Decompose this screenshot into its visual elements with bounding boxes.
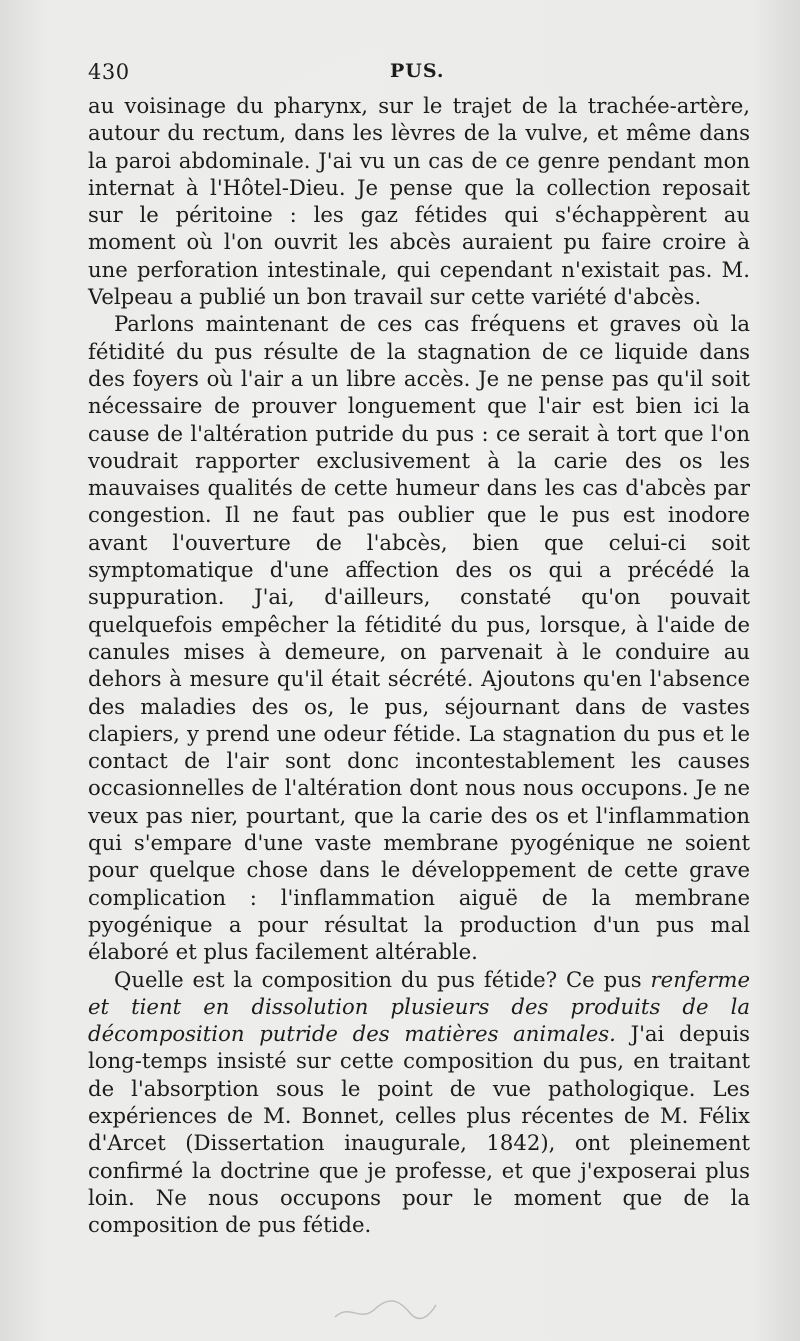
paragraph-composition-tail: J'ai depuis long-temps insisté sur cette composition du pus, en traitant de l'absorption sous le point de vue pathologique. Les expériences de M. Bonnet, celles plus récentes de M. Félix d'Arcet (Dissertation inaugurale, 1842), ont pleinement confirmé la doctrine que je professe, et que j'exposerai plus loin. Ne nous occupons pour le moment que de la composition de pus fétide. [88,1021,750,1238]
page-number: 430 [88,60,130,84]
paragraph-fetidity-causes: Parlons maintenant de ces cas fréquens et graves où la fétidité du pus résulte de la stagnation de ce liquide dans des foyers où l'air a un libre accès. Je ne pense pas qu'il soit nécessaire de prouver longuement que l'air est bien ici la cause de l'altération putride du pus : ce serait à tort que l'on voudrait rapporter exclusivement à la carie des os les mauvaises qualités de cette humeur dans les cas d'abcès par congestion. Il ne faut pas oublier que le pus est inodore avant l'ouverture de l'abcès, bien que celui-ci soit symptomatique d'une affection des os qui a précédé la suppuration. J'ai, d'ailleurs, constaté qu'on pouvait quelquefois empêcher la fétidité du pus, lorsque, à l'aide de canules mises à demeure, on parvenait à le conduire au dehors à mesure qu'il était sécrété. Ajoutons qu'en l'absence des maladies des os, le pus, séjournant dans de vastes clapiers, y prend une odeur fétide. La stagnation du pus et le contact de l'air sont donc incontestablement les causes occasionnelles de l'altération dont nous nous occupons. Je ne veux pas nier, pourtant, que la carie des os et l'inflammation qui s'empare d'une vaste membrane pyogénique ne soient pour quelque chose dans le développement de cette grave complication : l'inflammation aiguë de la membrane pyogénique a pour résultat la production d'un pus mal élaboré et plus facilement altérable. [88,311,750,965]
paragraph-composition-lead: Quelle est la composition du pus fétide? Ce pus [114,966,651,992]
paragraph-composition-italic: renferme et tient en dissolution plusieurs des produits de la décomposition putride des matières animales. [88,966,750,1047]
running-head [88,60,750,90]
running-title: PUS. [390,60,445,82]
paragraph-composition [88,966,750,1239]
paragraph-continuation: au voisinage du pharynx, sur le trajet de la trachée-artère, autour du rectum, dans les lèvres de la vulve, et même dans la paroi abdominale. J'ai vu un cas de ce genre pendant mon internat à l'Hôtel-Dieu. Je pense que la collection reposait sur le péritoine : les gaz fétides qui s'échappèrent au moment où l'on ouvrit les abcès auraient pu faire croire à une perforation intestinale, qui cependant n'existait pas. M. Velpeau a publié un bon travail sur cette variété d'abcès. [88,93,750,310]
body-text [88,92,750,1238]
ink-smudge-mark [330,1295,440,1325]
